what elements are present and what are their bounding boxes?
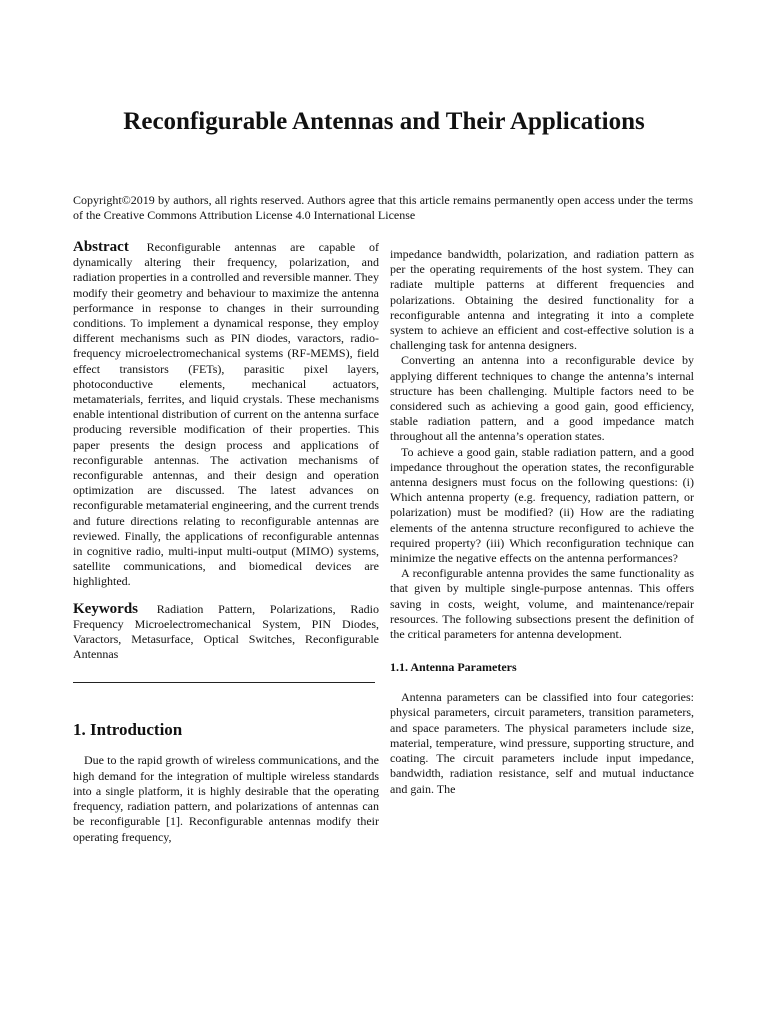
abstract [73,240,379,590]
paragraph: A reconfigurable antenna provides the same functionality as that given by multiple single-purpose antennas. This offers saving in costs, weight, volume, and maintenance/repair resources. The following subsections present the definition of the critical parameters for antenna development. [390,566,694,642]
right-column [390,247,694,797]
keywords-heading: Keywords [73,600,138,617]
subsection-heading: 1.1. Antenna Parameters [390,660,517,675]
paper-title: Reconfigurable Antennas and Their Applications [123,108,645,135]
keywords [73,602,379,663]
subsection-text: Antenna parameters can be classified into four categories: physical parameters, circuit parameters, transition parameters, and space parameters. The physical parameters include size, material, temperature, wind pressure, supporting structure, and coating. The circuit parameters include input impedance, bandwidth, radiation resistance, self and mutual inductance and gain. The [390,690,694,796]
section-divider [73,682,375,683]
paragraph: impedance bandwidth, polarization, and radiation pattern as per the operating requirements of the host system. They can radiate multiple patterns at different frequencies and polarizations. Obtaining the desired functionality for a reconfigurable antenna and integrating it into a complete system to achieve an efficient and cost-effective solution is a challenging task for antenna designers. [390,247,694,353]
abstract-heading: Abstract [73,239,129,255]
copyright-notice: Copyright©2019 by authors, all rights reserved. Authors agree that this article remains permanently open access under the terms of the Creative Commons Attribution License 4.0 International License [73,193,693,222]
paragraph: Converting an antenna into a reconfigurable device by applying different techniques to change the antenna’s internal structure has been challenging. Multiple factors need to be considered such as achieving a good gain, good efficiency, stable radiation pattern, and a good impedance match throughout all the antenna’s operation states. [390,353,694,444]
left-column [73,240,379,845]
abstract-text: Reconfigurable antennas are capable of dynamically altering their frequency, polarization, and radiation properties in a controlled and reversible manner. They modify their geometry and behaviour to maximize the antenna performance in response to changes in their surrounding conditions. To implement a dynamical response, they employ different mechanisms such as PIN diodes, varactors, radio-frequency microelectromechanical systems (RF-MEMS), field effect transistors (FETs), parasitic pixel layers, photoconductive elements, mechanical actuators, metamaterials, ferrites, and liquid crystals. These mechanisms enable intentional distribution of current on the antenna surface producing reversible modification of their properties. This paper presents the design process and applications of reconfigurable antennas. The activation mechanisms of reconfigurable antennas, and their design and operation optimization are discussed. The latest advances on reconfigurable metamaterial engineering, and the current trends and future directions relating to reconfigurable antennas are reviewed. Finally, the applications of reconfigurable antennas in cognitive radio, multi-input multi-output (MIMO) systems, satellite communications, and biomedical devices are highlighted. [73,240,380,589]
keywords-text: Radiation Pattern, Polarizations, Radio Frequency Microelectromechanical System, PIN Diodes, Varactors, Metasurface, Optical Switches, Reconfigurable Antennas [73,601,380,662]
introduction-text: Due to the rapid growth of wireless communications, and the high demand for the integration of multiple wireless standards into a single platform, it is highly desirable that the operating frequency, radiation pattern, and polarizations of antennas can be reconfigurable [1]. Reconfigurable antennas modify their operating frequency, [73,753,379,844]
paragraph: To achieve a good gain, stable radiation pattern, and a good impedance throughout the operation states, the reconfigurable antenna designers must focus on the following questions: (i) Which antenna property (e.g. frequency, radiation pattern, or polarization) must be modified? (ii) How are the radiating elements of the antenna structure reconfigured to achieve the required property? (iii) Which reconfiguration technique can minimize the negative effects on the antenna performances? [390,444,694,566]
introduction-heading: 1. Introduction [73,720,183,740]
